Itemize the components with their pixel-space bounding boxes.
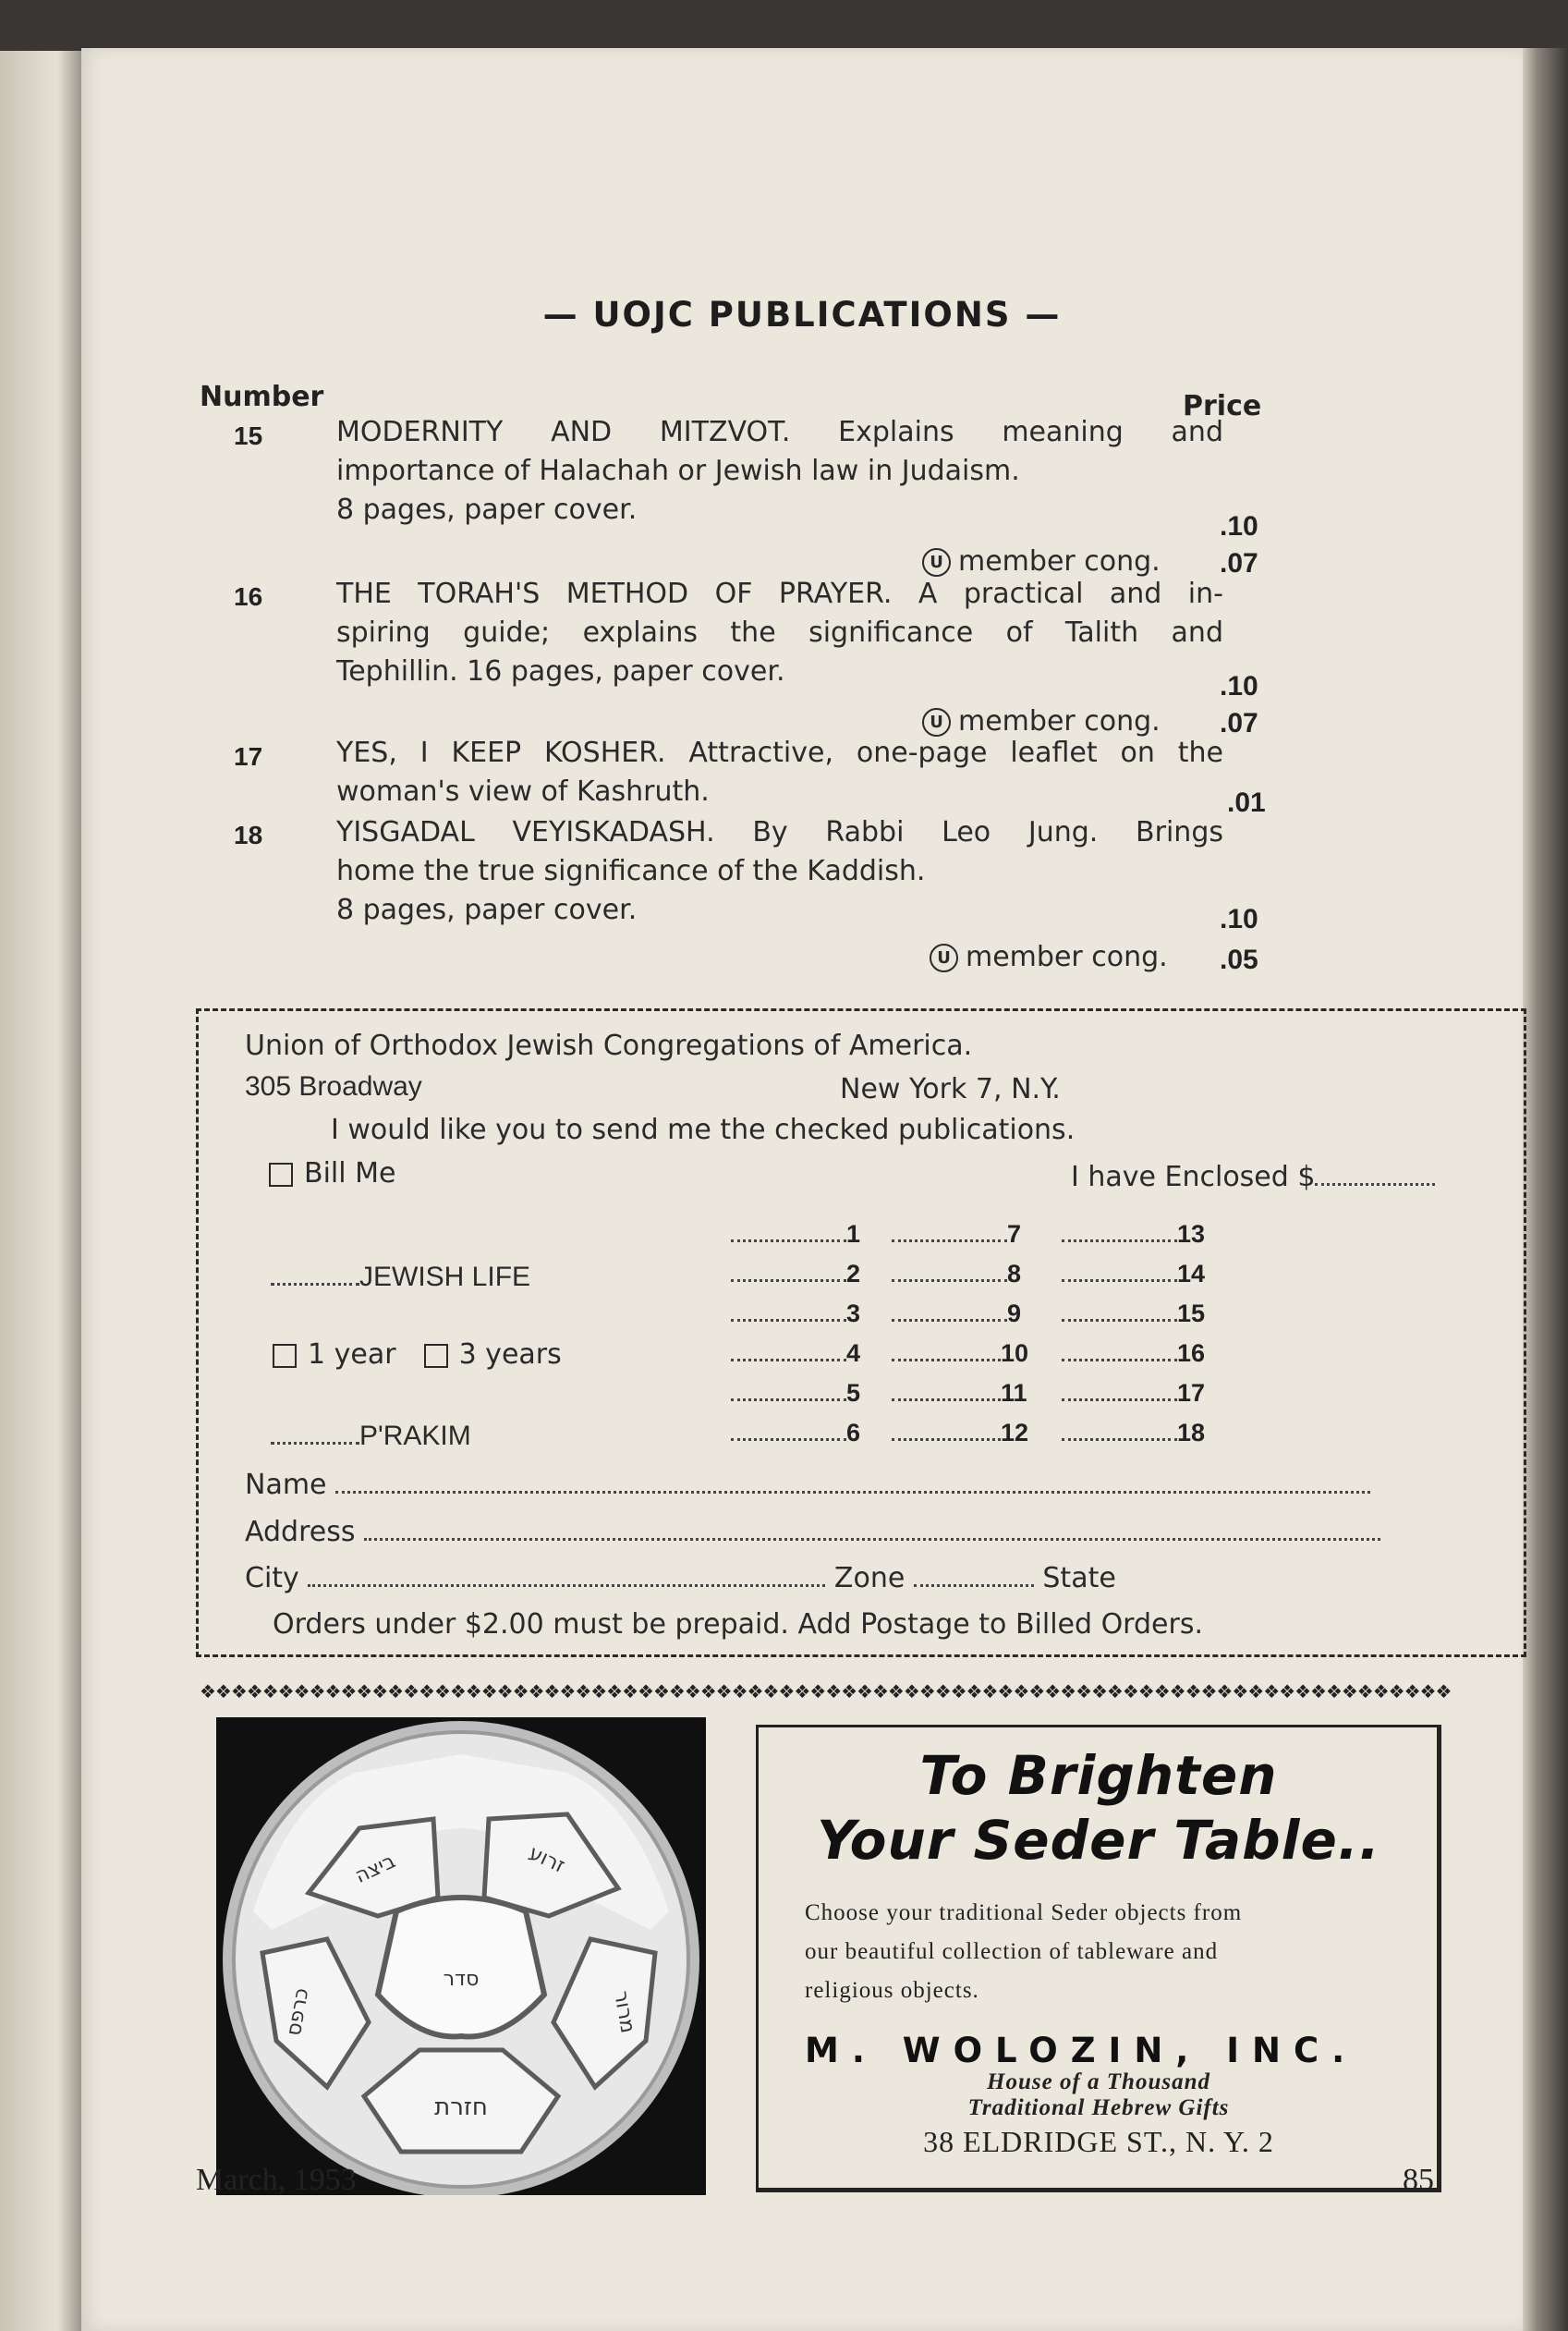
description-line: 8 pages, paper cover. — [336, 894, 638, 926]
seder-plate-photo — [216, 1717, 706, 2195]
order-number-column — [892, 1220, 1039, 1458]
ad-tagline-line: House of a Thousand — [987, 2069, 1210, 2094]
org-street: 305 Broadway — [245, 1071, 422, 1102]
order-number-item[interactable]: 10 — [892, 1339, 1039, 1379]
page-number: 85 — [1403, 2163, 1434, 2197]
price-column-header: Price — [1183, 390, 1262, 422]
publication-price: .10 — [1220, 511, 1258, 542]
order-number-item[interactable]: 5 — [722, 1379, 860, 1419]
jewish-life-option[interactable]: JEWISH LIFE — [271, 1261, 530, 1293]
order-number-column — [1062, 1220, 1219, 1458]
order-number-item[interactable]: 2 — [722, 1260, 860, 1300]
page-title: — UOJC PUBLICATIONS — — [542, 295, 1062, 335]
issue-date: March, 1953 — [196, 2163, 357, 2197]
publication-description — [336, 813, 1223, 930]
ou-symbol-icon: U — [922, 708, 951, 737]
plate-section-label: ביצה — [351, 1849, 399, 1888]
description-line: THE TORAH'S METHOD OF PRAYER. A practical and in- — [336, 578, 1223, 610]
subscription-term[interactable]: 1 year 3 years — [273, 1338, 562, 1371]
member-price: .07 — [1220, 708, 1258, 738]
bill-me-checkbox[interactable] — [269, 1163, 293, 1187]
ad-body-line: religious objects. — [805, 1978, 979, 2003]
publication-description — [336, 734, 1223, 812]
publication-number: 15 — [234, 421, 263, 450]
publication-number: 18 — [234, 821, 263, 849]
description-line: woman's view of Kashruth. — [336, 775, 710, 808]
order-number-item[interactable]: 11 — [892, 1379, 1039, 1419]
order-number-item[interactable]: 1 — [722, 1220, 860, 1260]
name-field[interactable]: Name — [245, 1469, 1370, 1501]
ou-symbol-icon: U — [930, 944, 958, 972]
order-number-item[interactable]: 3 — [722, 1300, 860, 1339]
description-line: MODERNITY AND MITZVOT. Explains meaning and — [336, 416, 1223, 448]
prakim-blank[interactable] — [271, 1423, 359, 1445]
description-line: YES, I KEEP KOSHER. Attractive, one-page leaflet on the — [336, 737, 1223, 769]
ad-body — [805, 1894, 1242, 2010]
order-number-item[interactable]: 4 — [722, 1339, 860, 1379]
ad-tagline — [759, 2069, 1439, 2121]
order-number-item[interactable]: 18 — [1062, 1419, 1219, 1458]
magazine-page — [81, 48, 1523, 2331]
order-number-column — [722, 1220, 860, 1458]
order-request: I would like you to send me the checked publications. — [331, 1114, 1076, 1146]
description-line: Tephillin. 16 pages, paper cover. — [336, 655, 785, 688]
ad-company-name: M. WOLOZIN, INC. — [805, 2031, 1358, 2070]
plate-section-label: זרוע — [525, 1841, 569, 1878]
description-line: YISGADAL VEYISKADASH. By Rabbi Leo Jung. Brings — [336, 816, 1223, 848]
order-number-item[interactable]: 8 — [892, 1260, 1039, 1300]
amount-blank[interactable] — [1315, 1165, 1435, 1186]
number-column-header: Number — [200, 381, 324, 413]
prakim-option[interactable]: P'RAKIM — [271, 1420, 471, 1452]
seder-plate-illustration — [216, 1717, 706, 2195]
wolozin-advertisement — [756, 1725, 1441, 2192]
order-number-item[interactable]: 9 — [892, 1300, 1039, 1339]
member-price: .05 — [1220, 945, 1258, 975]
order-number-item[interactable]: 16 — [1062, 1339, 1219, 1379]
facing-page-edge — [0, 51, 81, 2331]
plate-center-label: סדר — [443, 1968, 480, 1991]
publication-price: .10 — [1220, 904, 1258, 934]
ad-headline-line1: To Brighten — [919, 1744, 1278, 1807]
address-blank[interactable] — [364, 1519, 1380, 1541]
ou-symbol-icon: U — [922, 548, 951, 577]
ad-body-line: our beautiful collection of tableware and — [805, 1939, 1219, 1964]
order-number-item[interactable]: 15 — [1062, 1300, 1219, 1339]
org-city: New York 7, N.Y. — [840, 1073, 1061, 1105]
plate-section-label: מרור — [609, 1989, 639, 2035]
order-number-item[interactable]: 12 — [892, 1419, 1039, 1458]
description-line: spiring guide; explains the significance of Talith and — [336, 616, 1223, 649]
plate-section-label: חזרת — [434, 2093, 488, 2121]
order-number-item[interactable]: 7 — [892, 1220, 1039, 1260]
name-blank[interactable] — [335, 1472, 1370, 1494]
member-price-label: U member cong. — [930, 941, 1168, 973]
city-blank[interactable] — [308, 1566, 825, 1587]
one-year-checkbox[interactable] — [273, 1344, 297, 1368]
publication-number: 16 — [234, 582, 263, 611]
order-note: Orders under $2.00 must be prepaid. Add Postage to Billed Orders. — [273, 1608, 1203, 1641]
member-price: .07 — [1220, 548, 1258, 579]
enclosed-amount[interactable]: I have Enclosed $ — [1071, 1161, 1435, 1193]
publication-price: .10 — [1220, 671, 1258, 702]
plate-section-label: כרפס — [282, 1986, 314, 2038]
zone-blank[interactable] — [914, 1566, 1034, 1587]
member-price-label: U member cong. — [922, 545, 1161, 578]
org-name: Union of Orthodox Jewish Congregations of America. — [245, 1030, 973, 1062]
description-line: importance of Halachah or Jewish law in Judaism. — [336, 455, 1020, 487]
description-line: home the true significance of the Kaddish. — [336, 855, 926, 887]
order-number-item[interactable]: 17 — [1062, 1379, 1219, 1419]
publication-description — [336, 575, 1223, 691]
page-edge-shadow — [1523, 48, 1568, 2331]
publication-number: 17 — [234, 742, 263, 771]
ad-body-line: Choose your traditional Seder objects from — [805, 1900, 1243, 1925]
description-line: 8 pages, paper cover. — [336, 494, 638, 526]
order-number-item[interactable]: 13 — [1062, 1220, 1219, 1260]
jewish-life-blank[interactable] — [271, 1264, 359, 1286]
order-coupon — [196, 1008, 1526, 1657]
order-number-item[interactable]: 6 — [722, 1419, 860, 1458]
ad-tagline-line: Traditional Hebrew Gifts — [967, 2095, 1230, 2120]
member-price-label: U member cong. — [922, 705, 1161, 738]
order-number-item[interactable]: 14 — [1062, 1260, 1219, 1300]
publication-description — [336, 413, 1223, 530]
city-field[interactable]: City Zone State — [245, 1562, 1116, 1594]
three-years-checkbox[interactable] — [424, 1344, 448, 1368]
publication-price: .01 — [1227, 787, 1266, 818]
address-field[interactable]: Address — [245, 1516, 1380, 1548]
bill-me-option[interactable]: Bill Me — [269, 1157, 395, 1190]
ad-headline-line2: Your Seder Table.. — [817, 1809, 1380, 1872]
ad-address: 38 ELDRIDGE ST., N. Y. 2 — [923, 2125, 1274, 2158]
decorative-border: ❖❖❖❖❖❖❖❖❖❖❖❖❖❖❖❖❖❖❖❖❖❖❖❖❖❖❖❖❖❖❖❖❖❖❖❖❖❖❖❖❖❖❖❖❖❖❖❖❖❖❖❖❖❖❖❖❖❖❖❖❖❖❖❖❖❖❖❖❖❖❖❖❖❖❖❖❖❖❖❖ — [200, 1680, 1452, 1702]
